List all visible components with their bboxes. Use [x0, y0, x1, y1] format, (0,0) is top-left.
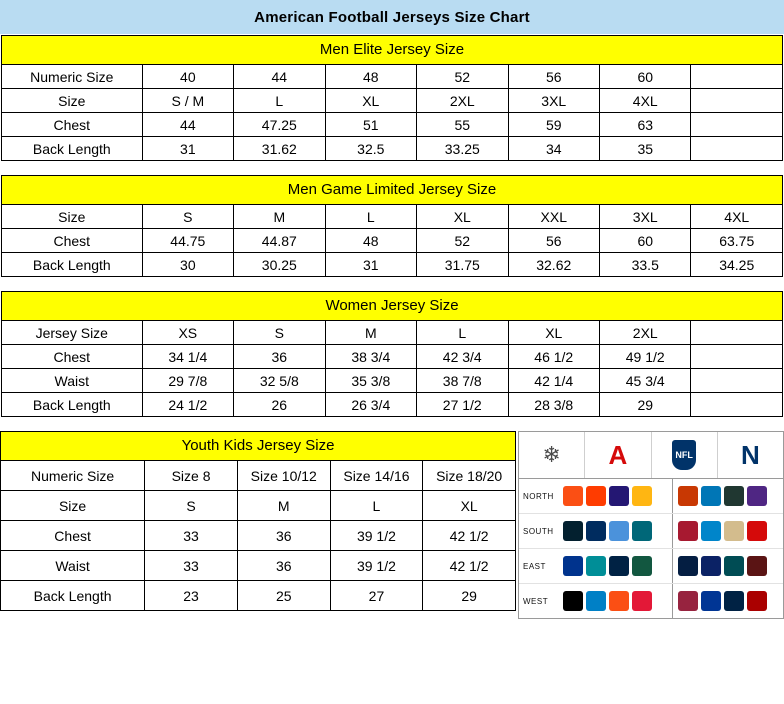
- data-cell: M: [237, 491, 330, 521]
- data-cell: M: [325, 321, 416, 345]
- nfc-team-group: [673, 584, 783, 618]
- row-header-cell: Waist: [1, 551, 145, 581]
- data-cell: Size 18/20: [423, 461, 516, 491]
- data-cell: L: [325, 205, 416, 229]
- data-cell: 42 1/2: [423, 521, 516, 551]
- data-cell: 60: [600, 65, 691, 89]
- data-cell: 36: [237, 551, 330, 581]
- data-cell: 48: [325, 229, 416, 253]
- division-logos-rows: [519, 479, 783, 618]
- data-cell: 32 5/8: [234, 369, 325, 393]
- data-cell: 49 1/2: [600, 345, 691, 369]
- data-cell: 63: [600, 113, 691, 137]
- colts-logo: [586, 521, 606, 541]
- size-table: [1, 204, 783, 277]
- table-row: [2, 321, 783, 345]
- page-title: American Football Jerseys Size Chart: [254, 8, 530, 26]
- row-header-cell: Chest: [2, 229, 143, 253]
- bengals-logo: [563, 486, 583, 506]
- table-row: [2, 205, 783, 229]
- table-row: [2, 137, 783, 161]
- data-cell: 39 1/2: [330, 521, 423, 551]
- data-cell: S / M: [142, 89, 233, 113]
- youth-and-logos-row: [0, 431, 784, 619]
- data-cell: [691, 345, 783, 369]
- nfc-team-group: [673, 479, 783, 513]
- data-cell: 46 1/2: [508, 345, 599, 369]
- buccaneers-logo: [747, 521, 767, 541]
- data-cell: 32.62: [508, 253, 599, 277]
- data-cell: [691, 369, 783, 393]
- ravens-logo: [609, 486, 629, 506]
- section-spacer: [0, 277, 784, 291]
- data-cell: 26 3/4: [325, 393, 416, 417]
- data-cell: XL: [508, 321, 599, 345]
- steelers-logo: [632, 486, 652, 506]
- row-header-cell: Size: [1, 491, 145, 521]
- division-label: EAST: [523, 561, 546, 571]
- data-cell: 63.75: [691, 229, 783, 253]
- data-cell: Size 14/16: [330, 461, 423, 491]
- chiefs-logo: [632, 591, 652, 611]
- row-header-cell: Size: [2, 89, 143, 113]
- titans-logo: [609, 521, 629, 541]
- data-cell: 4XL: [691, 205, 783, 229]
- section-banner: Women Jersey Size: [1, 291, 783, 320]
- division-row: [519, 514, 783, 549]
- row-header-cell: Waist: [2, 369, 143, 393]
- data-cell: 35 3/8: [325, 369, 416, 393]
- section-spacer: [0, 161, 784, 175]
- nfc-logo-glyph: N: [740, 440, 760, 470]
- size-table: [1, 64, 783, 161]
- afc-team-group: [563, 479, 673, 513]
- nfl-teams-panel: [518, 431, 784, 619]
- browns-logo: [586, 486, 606, 506]
- snowflake-glyph: ❄: [542, 442, 561, 467]
- size-section: [0, 175, 784, 277]
- bears-logo: [678, 486, 698, 506]
- data-cell: 44: [142, 113, 233, 137]
- data-cell: 36: [237, 521, 330, 551]
- data-cell: XL: [325, 89, 416, 113]
- section-banner: Men Elite Jersey Size: [1, 35, 783, 64]
- division-label: NORTH: [523, 491, 554, 501]
- data-cell: 29: [600, 393, 691, 417]
- data-cell: 36: [234, 345, 325, 369]
- data-cell: Size 10/12: [237, 461, 330, 491]
- size-section: [0, 35, 784, 161]
- division-label: WEST: [523, 596, 549, 606]
- row-header-cell: Chest: [2, 345, 143, 369]
- data-cell: 42 1/4: [508, 369, 599, 393]
- data-cell: 60: [600, 229, 691, 253]
- table-row: [1, 521, 516, 551]
- nfl-shield-mark: NFL: [672, 440, 696, 470]
- data-cell: 27 1/2: [417, 393, 508, 417]
- size-table: [1, 320, 783, 417]
- saints-logo: [724, 521, 744, 541]
- data-cell: [691, 65, 783, 89]
- data-cell: 31.75: [417, 253, 508, 277]
- falcons-logo: [678, 521, 698, 541]
- data-cell: 33.25: [417, 137, 508, 161]
- data-cell: 34.25: [691, 253, 783, 277]
- nfc-logo: [717, 432, 783, 478]
- data-cell: M: [234, 205, 325, 229]
- afc-team-group: [563, 584, 673, 618]
- data-cell: 52: [417, 65, 508, 89]
- data-cell: [691, 113, 783, 137]
- table-row: [2, 253, 783, 277]
- nfc-team-group: [673, 549, 783, 583]
- table-row: [1, 551, 516, 581]
- afc-team-group: [563, 514, 673, 548]
- bills-logo: [563, 556, 583, 576]
- data-cell: XXL: [508, 205, 599, 229]
- data-cell: 45 3/4: [600, 369, 691, 393]
- data-cell: 35: [600, 137, 691, 161]
- data-cell: 31.62: [234, 137, 325, 161]
- data-cell: [691, 321, 783, 345]
- data-cell: 31: [325, 253, 416, 277]
- dolphins-logo: [586, 556, 606, 576]
- data-cell: XS: [142, 321, 233, 345]
- jets-logo: [632, 556, 652, 576]
- data-cell: L: [330, 491, 423, 521]
- data-cell: 2XL: [600, 321, 691, 345]
- table-row: [2, 65, 783, 89]
- data-cell: 28 3/8: [508, 393, 599, 417]
- data-cell: 38 3/4: [325, 345, 416, 369]
- data-cell: 4XL: [600, 89, 691, 113]
- data-cell: 48: [325, 65, 416, 89]
- data-cell: 42 3/4: [417, 345, 508, 369]
- afc-team-group: [563, 549, 673, 583]
- chargers-logo: [586, 591, 606, 611]
- cardinals-logo: [678, 591, 698, 611]
- data-cell: XL: [423, 491, 516, 521]
- youth-banner: Youth Kids Jersey Size: [0, 431, 516, 460]
- table-row: [2, 369, 783, 393]
- data-cell: 32.5: [325, 137, 416, 161]
- table-row: [2, 113, 783, 137]
- patriots-logo: [609, 556, 629, 576]
- section-banner: Men Game Limited Jersey Size: [1, 175, 783, 204]
- data-cell: S: [234, 321, 325, 345]
- rams-logo: [701, 591, 721, 611]
- size-section: [0, 291, 784, 417]
- data-cell: 3XL: [508, 89, 599, 113]
- snowflake-icon: [519, 432, 584, 478]
- data-cell: 26: [234, 393, 325, 417]
- youth-section: [0, 431, 516, 611]
- data-cell: 27: [330, 581, 423, 611]
- data-cell: 44: [234, 65, 325, 89]
- data-cell: [691, 137, 783, 161]
- data-cell: [691, 89, 783, 113]
- broncos-logo: [609, 591, 629, 611]
- packers-logo: [724, 486, 744, 506]
- page-title-bar: [0, 0, 784, 35]
- data-cell: 56: [508, 65, 599, 89]
- data-cell: S: [145, 491, 238, 521]
- data-cell: 33: [145, 551, 238, 581]
- data-cell: 25: [237, 581, 330, 611]
- row-header-cell: Chest: [1, 521, 145, 551]
- data-cell: 55: [417, 113, 508, 137]
- table-row: [1, 461, 516, 491]
- cowboys-logo: [678, 556, 698, 576]
- afc-logo: [584, 432, 650, 478]
- row-header-cell: Size: [2, 205, 143, 229]
- row-header-cell: Chest: [2, 113, 143, 137]
- panthers-logo: [701, 521, 721, 541]
- size-tables-container: [0, 35, 784, 431]
- texans-logo: [563, 521, 583, 541]
- data-cell: 52: [417, 229, 508, 253]
- data-cell: 34 1/4: [142, 345, 233, 369]
- table-row: [1, 491, 516, 521]
- nfl-shield-logo: [651, 432, 717, 478]
- data-cell: 34: [508, 137, 599, 161]
- seahawks-logo: [724, 591, 744, 611]
- lions-logo: [701, 486, 721, 506]
- data-cell: 23: [145, 581, 238, 611]
- data-cell: 39 1/2: [330, 551, 423, 581]
- conference-logos-row: [519, 432, 783, 479]
- row-header-cell: Back Length: [2, 137, 143, 161]
- data-cell: 44.87: [234, 229, 325, 253]
- 49ers-logo: [747, 591, 767, 611]
- data-cell: L: [234, 89, 325, 113]
- data-cell: 31: [142, 137, 233, 161]
- table-row: [2, 393, 783, 417]
- row-header-cell: Jersey Size: [2, 321, 143, 345]
- data-cell: 47.25: [234, 113, 325, 137]
- data-cell: S: [142, 205, 233, 229]
- section-spacer: [0, 417, 784, 431]
- data-cell: 29 7/8: [142, 369, 233, 393]
- commanders-logo: [747, 556, 767, 576]
- vikings-logo: [747, 486, 767, 506]
- table-row: [2, 229, 783, 253]
- data-cell: 59: [508, 113, 599, 137]
- division-row: [519, 479, 783, 514]
- data-cell: 51: [325, 113, 416, 137]
- data-cell: 3XL: [600, 205, 691, 229]
- data-cell: 24 1/2: [142, 393, 233, 417]
- data-cell: 33: [145, 521, 238, 551]
- row-header-cell: Back Length: [2, 393, 143, 417]
- data-cell: 38 7/8: [417, 369, 508, 393]
- raiders-logo: [563, 591, 583, 611]
- data-cell: 44.75: [142, 229, 233, 253]
- table-row: [2, 89, 783, 113]
- data-cell: XL: [417, 205, 508, 229]
- data-cell: 42 1/2: [423, 551, 516, 581]
- data-cell: [691, 393, 783, 417]
- jaguars-logo: [632, 521, 652, 541]
- data-cell: 30.25: [234, 253, 325, 277]
- division-row: [519, 549, 783, 584]
- row-header-cell: Back Length: [2, 253, 143, 277]
- row-header-cell: Numeric Size: [1, 461, 145, 491]
- row-header-cell: Numeric Size: [2, 65, 143, 89]
- eagles-logo: [724, 556, 744, 576]
- row-header-cell: Back Length: [1, 581, 145, 611]
- afc-logo-glyph: A: [608, 440, 628, 470]
- data-cell: 2XL: [417, 89, 508, 113]
- data-cell: 56: [508, 229, 599, 253]
- data-cell: 30: [142, 253, 233, 277]
- data-cell: 40: [142, 65, 233, 89]
- division-row: [519, 584, 783, 618]
- data-cell: Size 8: [145, 461, 238, 491]
- nfc-team-group: [673, 514, 783, 548]
- data-cell: 33.5: [600, 253, 691, 277]
- division-label: SOUTH: [523, 526, 554, 536]
- data-cell: 29: [423, 581, 516, 611]
- giants-logo: [701, 556, 721, 576]
- data-cell: L: [417, 321, 508, 345]
- youth-size-table: [0, 460, 516, 611]
- table-row: [1, 581, 516, 611]
- table-row: [2, 345, 783, 369]
